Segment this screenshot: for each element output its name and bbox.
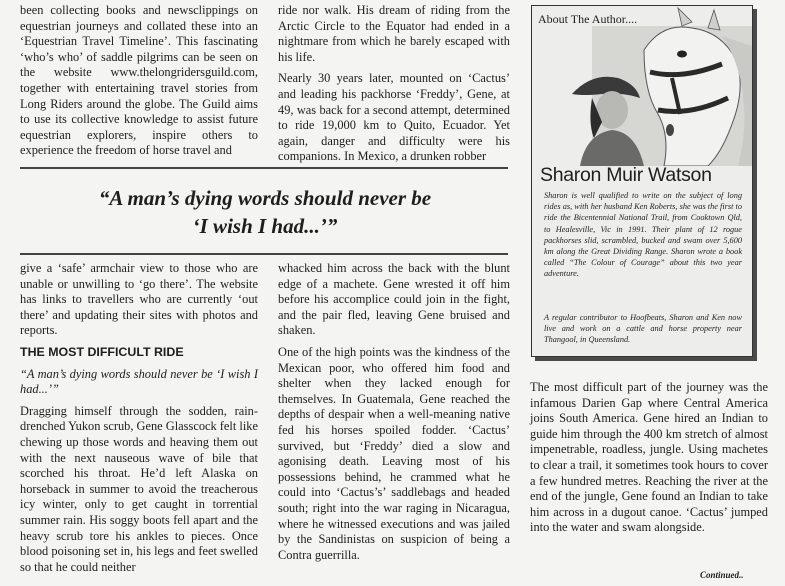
paragraph: One of the high points was the kindness of the Mexican poor, who offered him food and shelter when they lacked enough for themselves. In Guatemala, Gene reached the depths of despair when a well-meaning native fed his horses spoiled fodder. ‘Cactus’ survived, but ‘Freddy’ died a slow and agonising death. Leaving most of his possessions behind, he crammed what he could into ‘Cactus’s’ saddlebags and headed south; right into the war raging in Nicaragua, where he witnessed executions and was jailed by the Sandinistas on suspicion of being a Contra guerrilla. (278, 344, 510, 562)
column-1-top (20, 3, 258, 165)
author-box-title: About The Author.... (538, 12, 638, 26)
divider-top (20, 167, 508, 169)
column-2-bottom (278, 261, 510, 569)
section-subquote: “A man’s dying words should never be ‘I wish I had...’” (20, 366, 258, 397)
pull-quote-line-2: ‘I wish I had...’” (192, 214, 338, 238)
author-bio: Sharon is well qualified to write on the subject of long rides as, with her husband Ken Roberts, she was the first to ride the Bicentennial National Trail, from Cooktown Qld, to Healesville, Vic in 1991. Their plant of 12 rogue packhorses slid, scrambled, bucked and swam over 5,600 km along the Great Dividing Range. Sharon wrote a book called “The Colour of Courage” about this two year adventure. (544, 191, 742, 279)
pull-quote-line-1: “A man’s dying words should never be (98, 186, 432, 210)
paragraph: The most difficult part of the journey was the infamous Darien Gap where Central America joins South America. Gene hired an Indian to guide him through the 400 km stretch of almost impenetrable, roadless, jungle. Using machetes to clear a trail, it sometimes took hours to cover a few hundred metres. Reaching the river at the end of the jungle, Gene found an Indian to take him across in a dugout canoe. ‘Cactus’ jumped into the water and swam alongside. (530, 380, 768, 535)
paragraph: ride nor walk. His dream of riding from the Arctic Circle to the Equator had ended in a nightmare from which he barely escaped with his life. (278, 3, 510, 64)
column-3-bottom (530, 380, 768, 542)
divider-bottom (20, 253, 508, 255)
section-heading: THE MOST DIFFICULT RIDE (20, 344, 184, 359)
pull-quote (20, 184, 510, 240)
column-2-top (278, 3, 510, 171)
author-bio-note: A regular contributor to Hoofbeats, Sharon and Ken now live and work on a cattle and horse property near Thangool, in Queensland. (544, 313, 742, 345)
paragraph: give a ‘safe’ armchair view to those who are unable or unwilling to ‘go there’. The website has links to travellers who are currently ‘out there’ and updating their sites with photos and reports. (20, 261, 258, 338)
column-1-bottom (20, 261, 258, 581)
paragraph: been collecting books and newsclippings on equestrian journeys and collated these into an ‘Equestrian Travel Timeline’. This fascinating ‘who’s who’ of saddle pilgrims can be seen on the website www.thelongridersguild.com, together with entertaining travel stories from Long Riders around the globe. The Guild aims to use its collective knowledge to assist future equestrian explorers, inspire others to experience the freedom of horse travel and (20, 3, 258, 158)
paragraph: Nearly 30 years later, mounted on ‘Cactus’ and leading his packhorse ‘Freddy’, Gene, at 49, was back for a second attempt, determined to ride 19,000 km to Quito, Ecuador. Yet again, danger and difficulty were his companions. In Mexico, a drunken robber (278, 71, 510, 164)
about-the-author-box (531, 5, 753, 357)
paragraph: Dragging himself through the sodden, rain-drenched Yukon scrub, Gene Glasscock felt like chewing up those words and heaving them out with the next nauseous wave of bile that scorched his throat. He’d left Alaska on horseback in summer to avoid the treacherous icy winter, only to get caught in torrential summer rain. His soggy boots fell apart and the heavy scrub tore his ankles to pieces. Once blood poisoning set in, his legs and feet swelled so that he could neither (20, 403, 258, 574)
author-photo (532, 6, 752, 166)
author-name: Sharon Muir Watson (540, 164, 712, 186)
paragraph: whacked him across the back with the blunt edge of a machete. Gene wrested it off him before his accomplice could join in the fight, and the pair fled, leaving Gene bruised and shaken. (278, 261, 510, 338)
continued-label: Continued.. (700, 570, 744, 580)
